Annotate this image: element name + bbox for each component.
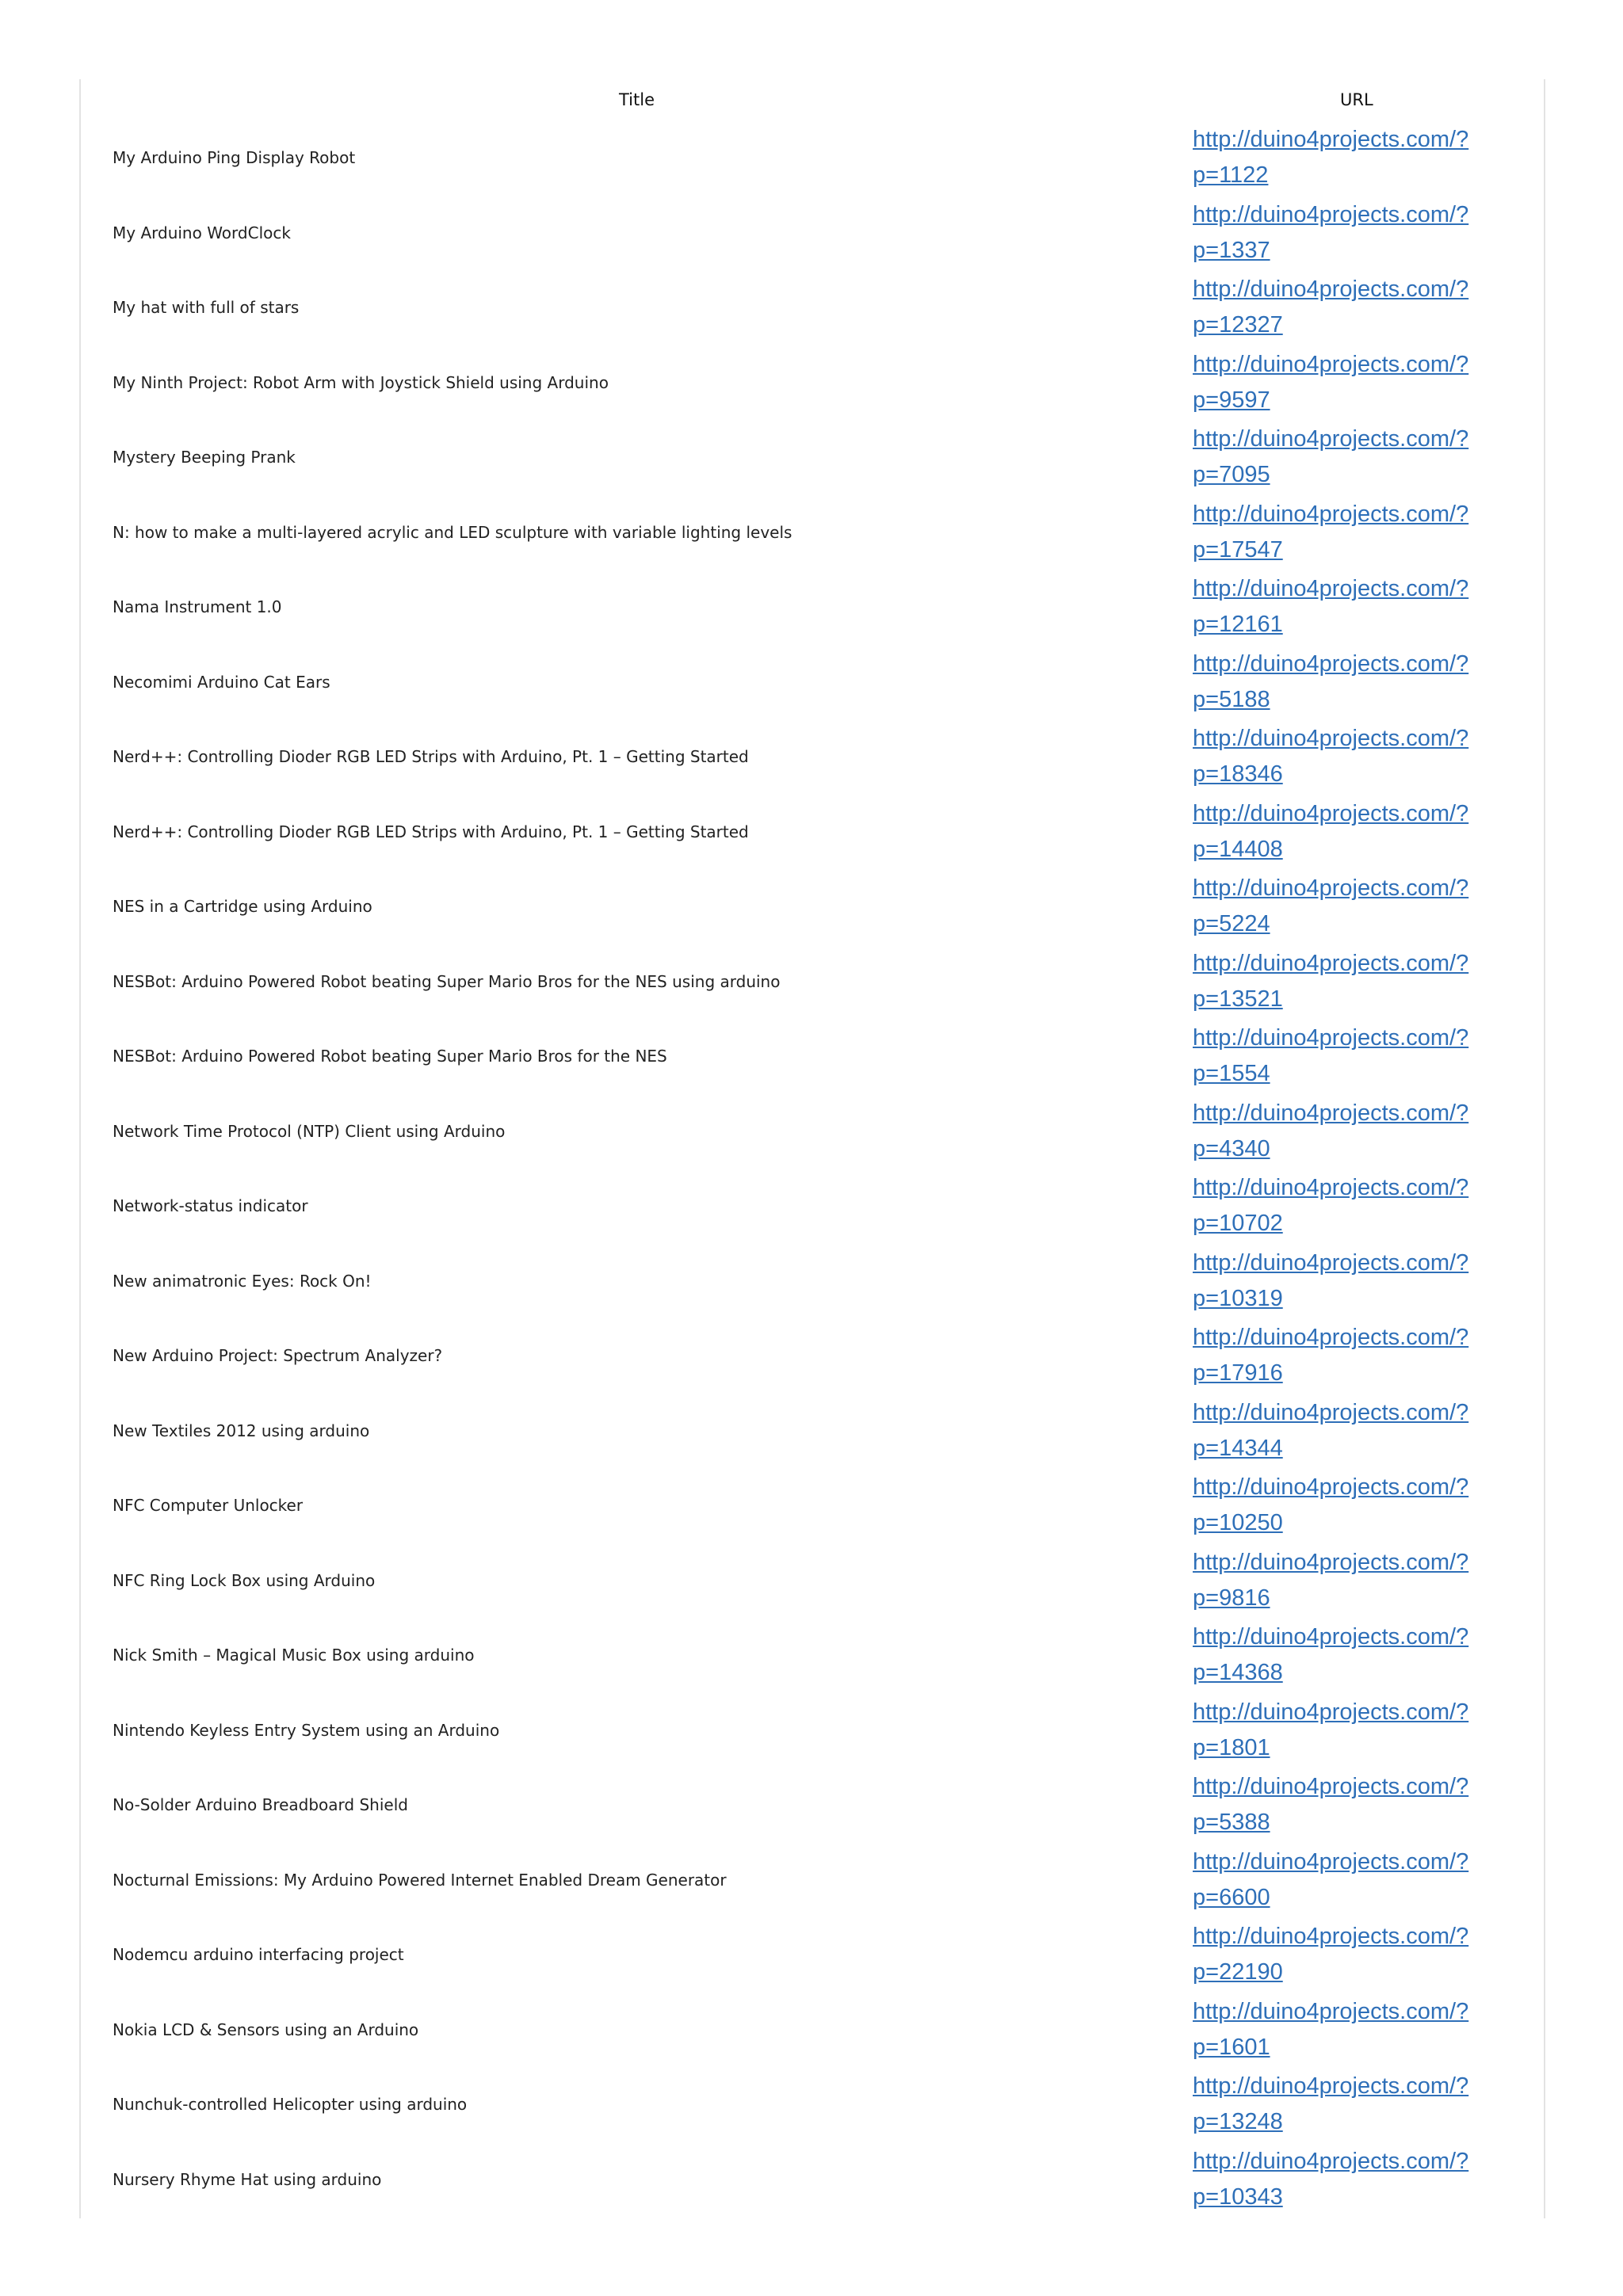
project-url-cell xyxy=(1193,1019,1544,1094)
url-line: p=5224 xyxy=(1193,911,1270,937)
url-line: p=6600 xyxy=(1193,1884,1270,1910)
project-url-link[interactable] xyxy=(1193,347,1478,418)
project-title: My hat with full of stars xyxy=(113,298,300,318)
project-url-cell xyxy=(1193,1543,1544,1619)
table-header-row xyxy=(81,79,1544,120)
url-line: p=14408 xyxy=(1193,836,1283,862)
table-row xyxy=(81,1917,1544,1993)
table-row xyxy=(81,420,1544,495)
url-line: http://duino4projects.com/? xyxy=(1193,726,1469,752)
project-title: NFC Computer Unlocker xyxy=(113,1496,304,1516)
url-line: http://duino4projects.com/? xyxy=(1193,1549,1469,1575)
table-row xyxy=(81,1244,1544,1319)
table-row xyxy=(81,196,1544,271)
project-title: Nerd++: Controlling Dioder RGB LED Strips with Arduino, Pt. 1 – Getting Started xyxy=(113,747,749,767)
project-title: Nunchuk-controlled Helicopter using arduino xyxy=(113,2095,468,2115)
project-url-cell xyxy=(1193,1094,1544,1169)
url-line: p=1337 xyxy=(1193,237,1270,263)
project-title: NESBot: Arduino Powered Robot beating Super Mario Bros for the NES xyxy=(113,1047,667,1066)
project-title: Nursery Rhyme Hat using arduino xyxy=(113,2169,382,2189)
project-url-cell xyxy=(1193,1394,1544,1469)
project-url-cell xyxy=(1193,570,1544,645)
table-row xyxy=(81,270,1544,345)
url-line: http://duino4projects.com/? xyxy=(1193,950,1469,976)
project-url-cell xyxy=(1193,719,1544,795)
project-url-link[interactable] xyxy=(1193,871,1478,942)
url-line: http://duino4projects.com/? xyxy=(1193,1100,1469,1126)
url-line: http://duino4projects.com/? xyxy=(1193,127,1469,153)
project-url-link[interactable] xyxy=(1193,2069,1478,2140)
table-row xyxy=(81,1169,1544,1244)
project-url-link[interactable] xyxy=(1193,1245,1478,1317)
table-row xyxy=(81,1468,1544,1543)
table-row xyxy=(81,869,1544,944)
project-title: Nocturnal Emissions: My Arduino Powered Internet Enabled Dream Generator xyxy=(113,1870,727,1890)
project-title: Nintendo Keyless Entry System using an Arduino xyxy=(113,1720,500,1740)
projects-table xyxy=(81,79,1544,2217)
url-line: http://duino4projects.com/? xyxy=(1193,1025,1469,1051)
project-url-link[interactable] xyxy=(1193,1619,1478,1691)
table-body xyxy=(81,120,1544,2217)
project-url-link[interactable] xyxy=(1193,1994,1478,2065)
url-line: p=4340 xyxy=(1193,1135,1270,1161)
project-url-link[interactable] xyxy=(1193,1395,1478,1466)
project-url-link[interactable] xyxy=(1193,1470,1478,1541)
table-row xyxy=(81,2142,1544,2218)
project-url-link[interactable] xyxy=(1193,1769,1478,1840)
project-title: New animatronic Eyes: Rock On! xyxy=(113,1271,372,1291)
project-title: My Arduino WordClock xyxy=(113,223,291,242)
table-row xyxy=(81,645,1544,720)
table-row xyxy=(81,495,1544,570)
table-row xyxy=(81,1993,1544,2068)
url-line: http://duino4projects.com/? xyxy=(1193,2148,1469,2174)
project-url-cell xyxy=(1193,1618,1544,1693)
project-url-cell xyxy=(1193,1993,1544,2068)
project-url-cell xyxy=(1193,1318,1544,1394)
project-title: New Arduino Project: Spectrum Analyzer? xyxy=(113,1346,443,1366)
url-line: http://duino4projects.com/? xyxy=(1193,351,1469,377)
project-title: No-Solder Arduino Breadboard Shield xyxy=(113,1795,408,1815)
url-line: p=12327 xyxy=(1193,312,1283,338)
url-line: http://duino4projects.com/? xyxy=(1193,426,1469,452)
table-row xyxy=(81,1318,1544,1394)
project-title: My Ninth Project: Robot Arm with Joystick Shield using Arduino xyxy=(113,372,609,392)
project-title: My Arduino Ping Display Robot xyxy=(113,148,356,168)
url-line: p=10319 xyxy=(1193,1285,1283,1311)
project-url-link[interactable] xyxy=(1193,272,1478,343)
project-url-link[interactable] xyxy=(1193,796,1478,868)
project-title: NES in a Cartridge using Arduino xyxy=(113,897,372,917)
project-url-cell xyxy=(1193,795,1544,870)
table-row xyxy=(81,345,1544,421)
project-url-cell xyxy=(1193,345,1544,421)
url-line: p=7095 xyxy=(1193,462,1270,488)
table-row xyxy=(81,570,1544,645)
url-line: http://duino4projects.com/? xyxy=(1193,1399,1469,1425)
project-url-cell xyxy=(1193,420,1544,495)
project-title: NESBot: Arduino Powered Robot beating Super Mario Bros for the NES using arduino xyxy=(113,971,781,991)
project-url-link[interactable] xyxy=(1193,421,1478,493)
url-line: p=1122 xyxy=(1193,162,1269,189)
url-line: http://duino4projects.com/? xyxy=(1193,1998,1469,2024)
url-line: p=13521 xyxy=(1193,986,1283,1012)
url-line: http://duino4projects.com/? xyxy=(1193,1774,1469,1800)
project-title: Nick Smith – Magical Music Box using arduino xyxy=(113,1646,475,1665)
url-line: http://duino4projects.com/? xyxy=(1193,650,1469,677)
project-url-link[interactable] xyxy=(1193,1919,1478,1990)
project-url-cell xyxy=(1193,1169,1544,1244)
project-url-cell xyxy=(1193,2067,1544,2142)
url-line: p=10250 xyxy=(1193,1510,1283,1536)
project-url-link[interactable] xyxy=(1193,1320,1478,1391)
project-title: Network-status indicator xyxy=(113,1196,308,1216)
url-line: http://duino4projects.com/? xyxy=(1193,800,1469,826)
url-line: p=1801 xyxy=(1193,1734,1270,1760)
table-row xyxy=(81,1543,1544,1619)
project-url-cell xyxy=(1193,1468,1544,1543)
project-title: Nodemcu arduino interfacing project xyxy=(113,1945,404,1965)
column-header-url: URL xyxy=(1340,90,1373,109)
project-url-cell xyxy=(1193,1843,1544,1918)
project-title: N: how to make a multi-layered acrylic and LED sculpture with variable lighting levels xyxy=(113,522,792,542)
url-line: p=9597 xyxy=(1193,387,1270,413)
project-url-cell xyxy=(1193,120,1544,196)
table-row xyxy=(81,2067,1544,2142)
url-line: http://duino4projects.com/? xyxy=(1193,2073,1469,2100)
url-line: http://duino4projects.com/? xyxy=(1193,1699,1469,1725)
url-line: http://duino4projects.com/? xyxy=(1193,1474,1469,1501)
url-line: p=1601 xyxy=(1193,2034,1270,2060)
url-line: http://duino4projects.com/? xyxy=(1193,1325,1469,1351)
project-url-link[interactable] xyxy=(1193,721,1478,792)
project-url-cell xyxy=(1193,1693,1544,1768)
url-line: http://duino4projects.com/? xyxy=(1193,277,1469,303)
url-line: p=9816 xyxy=(1193,1585,1270,1611)
table-row xyxy=(81,1618,1544,1693)
url-line: p=13248 xyxy=(1193,2109,1283,2135)
project-url-cell xyxy=(1193,1768,1544,1843)
table-row xyxy=(81,1394,1544,1469)
url-line: http://duino4projects.com/? xyxy=(1193,1624,1469,1650)
column-header-title: Title xyxy=(618,90,655,109)
url-line: p=1554 xyxy=(1193,1061,1270,1087)
project-url-cell xyxy=(1193,495,1544,570)
project-url-link[interactable] xyxy=(1193,1695,1478,1766)
project-url-cell xyxy=(1193,196,1544,271)
project-title: Necomimi Arduino Cat Ears xyxy=(113,672,330,692)
url-line: http://duino4projects.com/? xyxy=(1193,1848,1469,1875)
url-line: p=12161 xyxy=(1193,612,1283,638)
table-row xyxy=(81,1693,1544,1768)
project-url-link[interactable] xyxy=(1193,122,1478,193)
project-url-cell xyxy=(1193,1917,1544,1993)
url-line: p=10702 xyxy=(1193,1211,1283,1237)
project-url-cell xyxy=(1193,2142,1544,2218)
project-url-link[interactable] xyxy=(1193,646,1478,718)
project-url-cell xyxy=(1193,270,1544,345)
url-line: p=5388 xyxy=(1193,1810,1270,1836)
project-url-cell xyxy=(1193,869,1544,944)
project-title: Network Time Protocol (NTP) Client using Arduino xyxy=(113,1121,506,1141)
url-line: p=5188 xyxy=(1193,686,1270,712)
url-line: http://duino4projects.com/? xyxy=(1193,201,1469,227)
project-url-cell xyxy=(1193,645,1544,720)
project-title: Nama Instrument 1.0 xyxy=(113,597,282,617)
url-line: http://duino4projects.com/? xyxy=(1193,501,1469,527)
project-url-link[interactable] xyxy=(1193,197,1478,269)
table-row xyxy=(81,1019,1544,1094)
project-url-link[interactable] xyxy=(1193,1096,1478,1167)
url-line: p=18346 xyxy=(1193,761,1283,788)
project-url-link[interactable] xyxy=(1193,1844,1478,1916)
url-line: p=22190 xyxy=(1193,1959,1283,1985)
project-title: Mystery Beeping Prank xyxy=(113,448,296,467)
url-line: p=10343 xyxy=(1193,2183,1283,2210)
url-line: p=17916 xyxy=(1193,1360,1283,1386)
project-url-link[interactable] xyxy=(1193,571,1478,643)
url-line: p=14344 xyxy=(1193,1435,1283,1461)
table-row xyxy=(81,120,1544,196)
project-title: Nokia LCD & Sensors using an Arduino xyxy=(113,2019,419,2039)
project-url-link[interactable] xyxy=(1193,1170,1478,1241)
project-url-link[interactable] xyxy=(1193,497,1478,568)
table-row xyxy=(81,1094,1544,1169)
table-row xyxy=(81,944,1544,1020)
table-row xyxy=(81,795,1544,870)
url-line: http://duino4projects.com/? xyxy=(1193,1175,1469,1201)
url-line: http://duino4projects.com/? xyxy=(1193,1924,1469,1950)
project-title: NFC Ring Lock Box using Arduino xyxy=(113,1570,376,1590)
url-line: p=17547 xyxy=(1193,536,1283,563)
project-url-link[interactable] xyxy=(1193,1020,1478,1092)
project-url-link[interactable] xyxy=(1193,1545,1478,1616)
url-line: http://duino4projects.com/? xyxy=(1193,576,1469,602)
document-page xyxy=(79,79,1545,2218)
project-url-link[interactable] xyxy=(1193,946,1478,1017)
project-url-cell xyxy=(1193,944,1544,1020)
table-row xyxy=(81,1768,1544,1843)
table-row xyxy=(81,1843,1544,1918)
project-title: New Textiles 2012 using arduino xyxy=(113,1421,370,1440)
url-line: http://duino4projects.com/? xyxy=(1193,875,1469,902)
table-row xyxy=(81,719,1544,795)
project-url-cell xyxy=(1193,1244,1544,1319)
url-line: http://duino4projects.com/? xyxy=(1193,1249,1469,1276)
project-title: Nerd++: Controlling Dioder RGB LED Strips with Arduino, Pt. 1 – Getting Started xyxy=(113,822,749,841)
url-line: p=14368 xyxy=(1193,1660,1283,1686)
project-url-link[interactable] xyxy=(1193,2144,1478,2215)
